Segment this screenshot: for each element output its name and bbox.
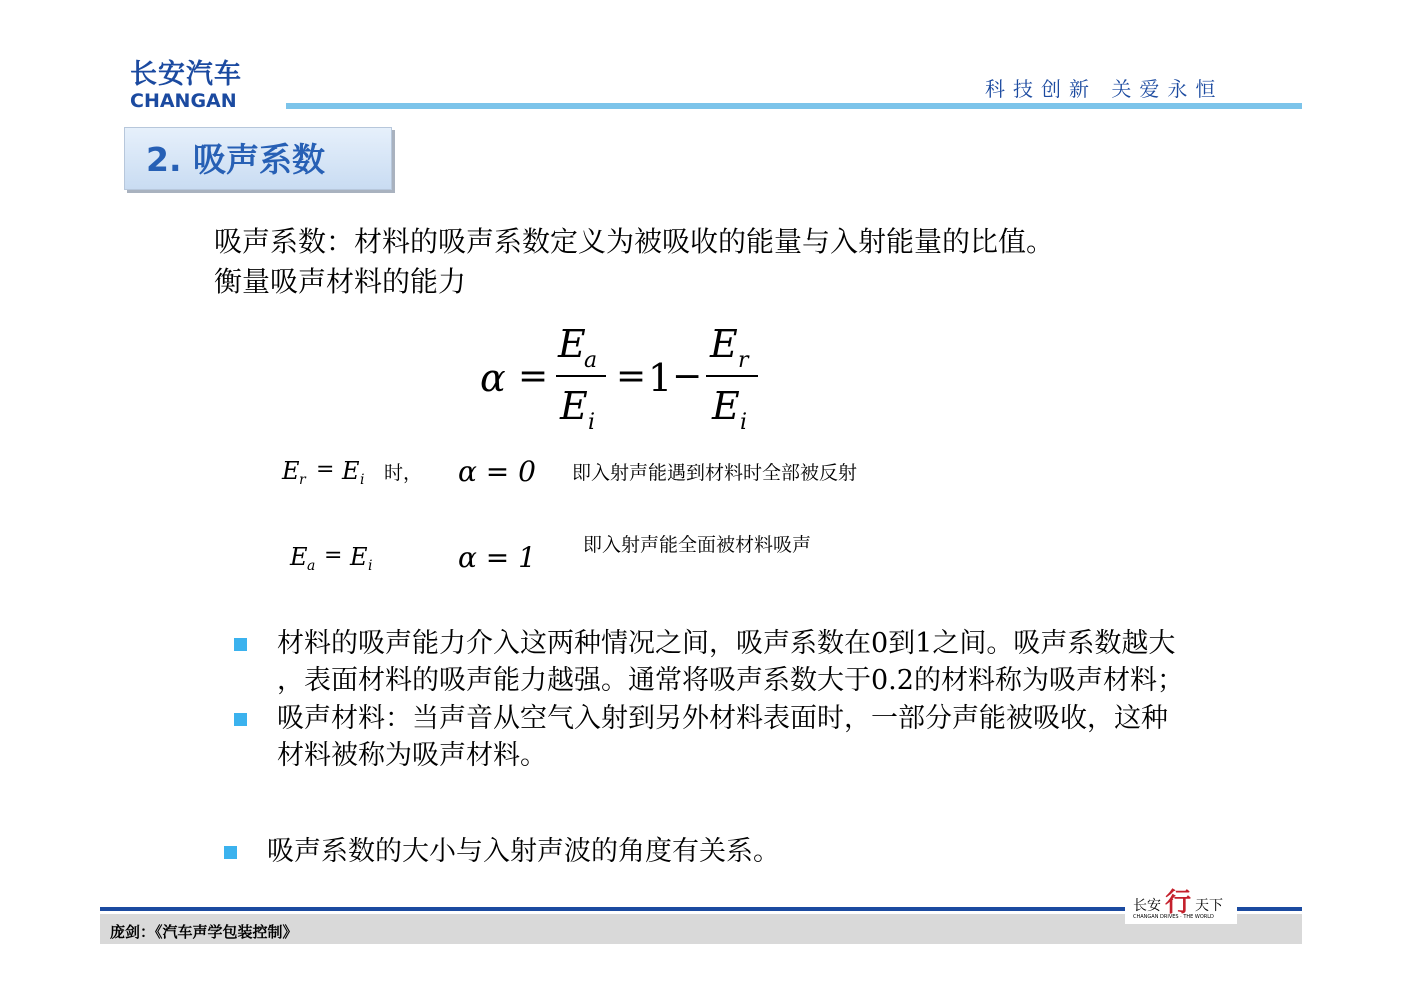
case2-E-left: E [290,543,308,571]
formula-one: 1 [648,356,673,400]
bullet-marker-1 [234,638,247,651]
bullet-2-line-2: 材料被称为吸声材料。 [277,740,547,771]
bullet-2-line-1: 吸声材料：当声音从空气入射到另外材料表面时，一部分声能被吸收，这种 [277,703,1168,734]
case2-result: α = 1 [458,541,536,574]
footer-author-credit: 庞剑：《汽车声学包装控制》 [110,923,298,941]
formula-denominator-E: E [560,384,588,428]
formula-denominator2-sub: i [740,410,748,435]
formula-fraction-bar-2 [706,375,758,377]
bullet-3-line-1: 吸声系数的大小与入射声波的角度有关系。 [267,836,780,867]
bullet-1-line-1: 材料的吸声能力介入这两种情况之间，吸声系数在0到1之间。吸声系数越大 [277,628,1176,659]
formula-denominator2-E: E [712,384,740,428]
definition-line-1: 吸声系数：材料的吸声系数定义为被吸收的能量与入射能量的比值。 [214,225,1055,258]
case1-sub-left: r [299,472,306,488]
bullet-marker-2 [234,713,247,726]
brand-logo-chinese: 长安汽车 [130,59,242,90]
section-title: 2. 吸声系数 [146,140,325,179]
case1-sub-right: i [360,472,365,488]
header-divider [286,103,1302,109]
footer-divider [100,907,1302,911]
case1-E-left: E [282,457,300,485]
formula-numerator2-E: E [710,322,738,366]
header-slogan: 科技创新 关爱永恒 [985,77,1224,101]
case2-sub-left: a [307,558,316,574]
case1-equals: = [316,457,335,482]
formula-numerator-E: E [558,322,586,366]
formula-alpha: α [480,356,506,400]
footer-logo-cn-left: 长安 [1133,898,1161,914]
formula-equals-2: = [616,356,647,397]
case1-result: α = 0 [458,455,536,488]
formula-numerator-sub: a [584,348,598,373]
footer-logo [1133,888,1233,922]
definition-line-2: 衡量吸声材料的能力 [214,265,467,298]
case-row-1 [282,455,942,495]
formula-minus: − [672,356,703,397]
case2-E-right: E [350,543,368,571]
footer-logo-cn-right: 天下 [1195,898,1223,914]
case2-note: 即入射声能全面被材料吸声 [583,534,812,556]
footer-logo-en: CHANGAN DRIVES · THE WORLD [1133,914,1214,920]
absorption-formula [478,320,778,435]
bullet-1-line-2: ，表面材料的吸声能力越强。通常将吸声系数大于0.2的材料称为吸声材料； [277,665,1184,696]
case2-equals: = [324,543,343,568]
case2-sub-right: i [368,558,373,574]
footer-logo-mark: 行 [1165,888,1192,918]
formula-fraction-bar-1 [556,375,606,377]
case-row-2 [290,533,950,583]
formula-denominator-sub: i [588,410,596,435]
bullet-marker-3 [224,846,237,859]
formula-numerator2-sub: r [738,348,749,373]
case1-note: 即入射声能遇到材料时全部被反射 [572,462,858,484]
case1-suffix: 时， [384,462,423,484]
case1-E-right: E [342,457,360,485]
formula-equals-1: = [518,356,549,397]
brand-logo-english: CHANGAN [130,90,237,112]
